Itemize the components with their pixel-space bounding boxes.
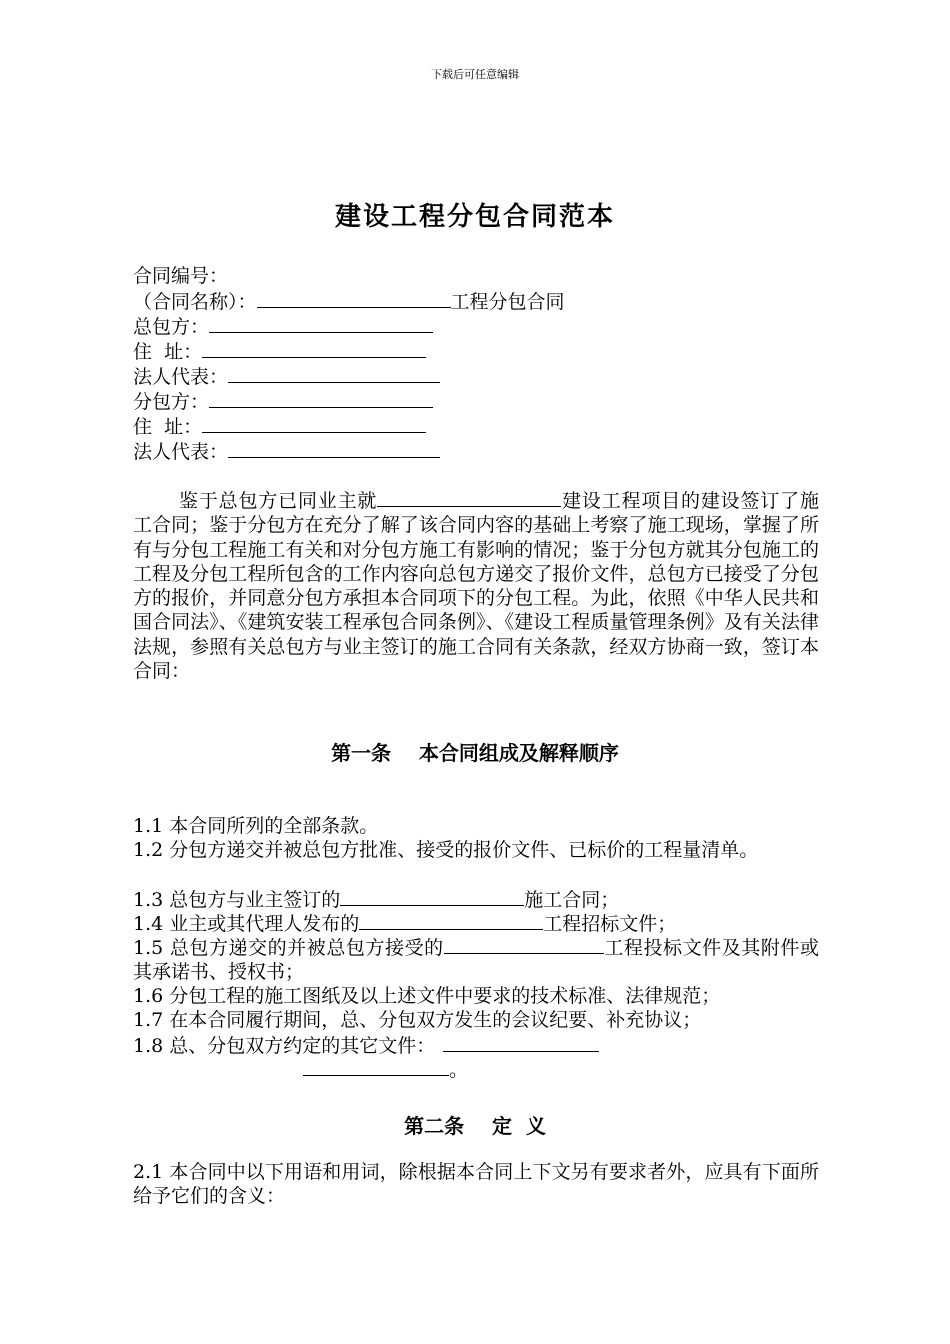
document-title: 建设工程分包合同范本 <box>334 202 615 232</box>
general-contractor-label: 总包方： <box>133 316 210 338</box>
preamble-paragraph <box>133 488 819 683</box>
sub-address-blank[interactable] <box>202 414 426 433</box>
contract-name-line <box>133 289 565 314</box>
gc-representative-label: 法人代表： <box>133 366 229 388</box>
clause-1-5-blank[interactable] <box>444 935 604 954</box>
gc-address-blank[interactable] <box>202 339 426 358</box>
preamble-rest: 建设工程项目的建设签订了施工合同；鉴于分包方在充分了解了该合同内容的基础上考察了施工现场，掌握了所有与分包工程施工有关和对分包方施工有影响的情况；鉴于分包方就其分包施工的工程及分包工程所包含的工作内容向总包方递交了报价文件，总包方已接受了分包方的报价，并同意分包方承担本合同项下的分包工程。为此，依照《中华人民共和国合同法》、《建筑安装工程承包合同条例》、《建设工程质量管理条例》及有关法律法规，参照有关总包方与业主签订的施工合同有关条款，经双方协商一致，签订本合同： <box>133 490 819 683</box>
clause-1-3-blank[interactable] <box>340 887 524 906</box>
clause-1-5-pre: 1.5 总包方递交的并被总包方接受的 <box>133 937 444 959</box>
contract-name-label: （合同名称）： <box>133 291 257 313</box>
clause-2-1 <box>133 1160 819 1209</box>
gc-address-line <box>133 339 426 364</box>
clause-1-3-pre: 1.3 总包方与业主签订的 <box>133 889 341 911</box>
article-1-heading: 第一条 本合同组成及解释顺序 <box>331 741 619 765</box>
contract-name-blank[interactable] <box>257 289 451 308</box>
clause-1-8-text: 1.8 总、分包双方约定的其它文件： <box>133 1035 436 1057</box>
clause-1-8-continuation <box>303 1057 468 1082</box>
clause-1-2 <box>133 838 819 862</box>
clause-1-4-pre: 1.4 业主或其代理人发布的 <box>133 913 360 935</box>
clause-2-1-text: 2.1 本合同中以下用语和用词，除根据本合同上下文另有要求者外，应具有下面所给予它们的含义： <box>133 1161 819 1208</box>
contract-number-line <box>133 264 228 288</box>
clause-1-2-text: 1.2 分包方递交并被总包方批准、接受的报价文件、已标价的工程量清单。 <box>133 839 759 861</box>
sub-address-line <box>133 414 426 439</box>
gc-representative-line <box>133 364 440 389</box>
sub-address-label: 住 址： <box>133 416 203 438</box>
preamble-project-blank[interactable] <box>377 488 561 507</box>
clause-1-3 <box>133 887 619 912</box>
clause-1-7: 1.7 在本合同履行期间，总、分包双方发生的会议纪要、补充协议； <box>133 1009 702 1031</box>
preamble-start: 鉴于总包方已同业主就 <box>179 490 378 512</box>
gc-address-label: 住 址： <box>133 341 203 363</box>
gc-representative-blank[interactable] <box>228 364 440 383</box>
sub-representative-line <box>133 439 440 464</box>
clause-1-3-post: 施工合同； <box>524 889 620 911</box>
subcontractor-blank[interactable] <box>209 389 433 408</box>
general-contractor-blank[interactable] <box>209 314 433 333</box>
clause-1-8-blank[interactable] <box>443 1033 599 1052</box>
clause-1-4 <box>133 911 676 936</box>
subcontractor-line <box>133 389 433 414</box>
clause-1-8-blank-2[interactable] <box>303 1057 449 1076</box>
clause-1-5 <box>133 935 819 985</box>
general-contractor-line <box>133 314 433 339</box>
clause-1-1: 1.1 本合同所列的全部条款。 <box>133 815 379 837</box>
sub-representative-label: 法人代表： <box>133 441 229 463</box>
clause-1-4-post: 工程招标文件； <box>543 913 677 935</box>
clause-1-6: 1.6 分包工程的施工图纸及以上述文件中要求的技术标准、法律规范； <box>133 985 721 1007</box>
contract-number-label: 合同编号： <box>133 265 229 287</box>
article-2-heading: 第二条 定 义 <box>404 1114 546 1138</box>
contract-name-suffix: 工程分包合同 <box>450 291 565 313</box>
clause-1-8 <box>133 1033 599 1058</box>
subcontractor-label: 分包方： <box>133 391 210 413</box>
page-header: 下载后可任意编辑 <box>431 68 519 81</box>
clause-1-4-blank[interactable] <box>359 911 543 930</box>
sub-representative-blank[interactable] <box>228 439 440 458</box>
clause-1-8-end: 。 <box>449 1059 469 1081</box>
clause-1-5-post: 工程投标文件及其附件或其承诺书、授权书； <box>133 937 819 984</box>
